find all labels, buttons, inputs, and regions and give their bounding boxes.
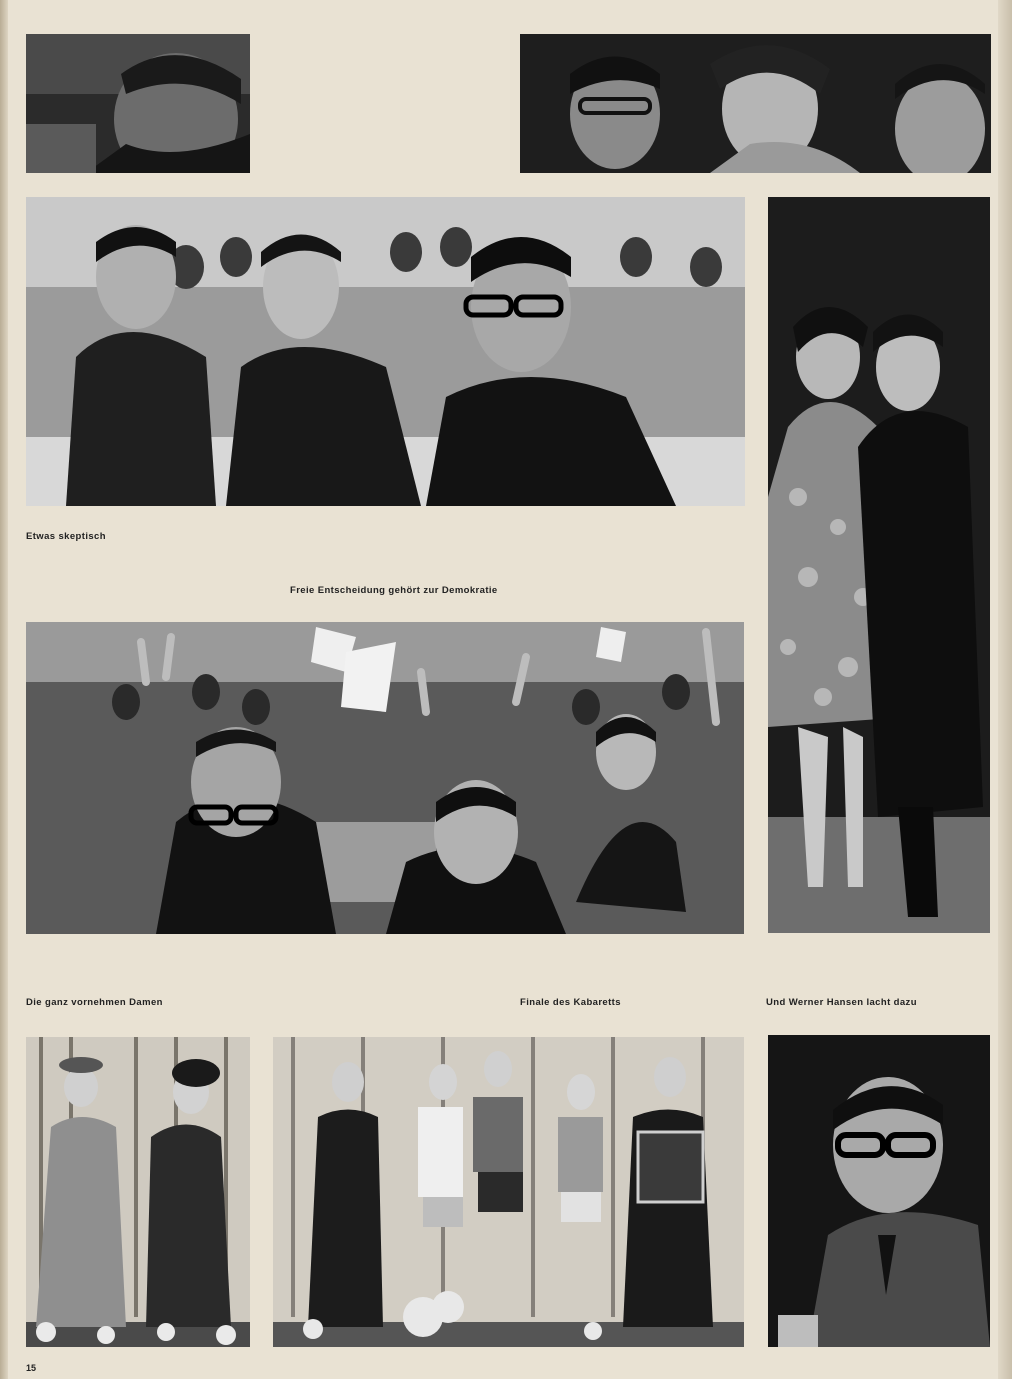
photo-vote-raised-hands [26, 622, 744, 934]
page-edge [998, 0, 1012, 1379]
photo-two-ladies [26, 1037, 250, 1347]
page-number: 15 [26, 1363, 37, 1373]
photo-audience-skeptical [26, 197, 745, 506]
caption-werner-laughs: Und Werner Hansen lacht dazu [766, 997, 917, 1008]
photo-werner-hansen [768, 1035, 990, 1347]
caption-cabaret-finale: Finale des Kabaretts [520, 997, 621, 1008]
caption-free-decision: Freie Entscheidung gehört zur Demokratie [290, 585, 498, 596]
caption-skeptical: Etwas skeptisch [26, 531, 106, 542]
photo-cabaret-finale [273, 1037, 744, 1347]
page-spine-shadow [0, 0, 8, 1379]
photo-dancing-couple [768, 197, 990, 933]
photo-three-listeners [520, 34, 991, 173]
caption-noble-ladies: Die ganz vornehmen Damen [26, 997, 163, 1008]
photo-man-profile [26, 34, 250, 173]
